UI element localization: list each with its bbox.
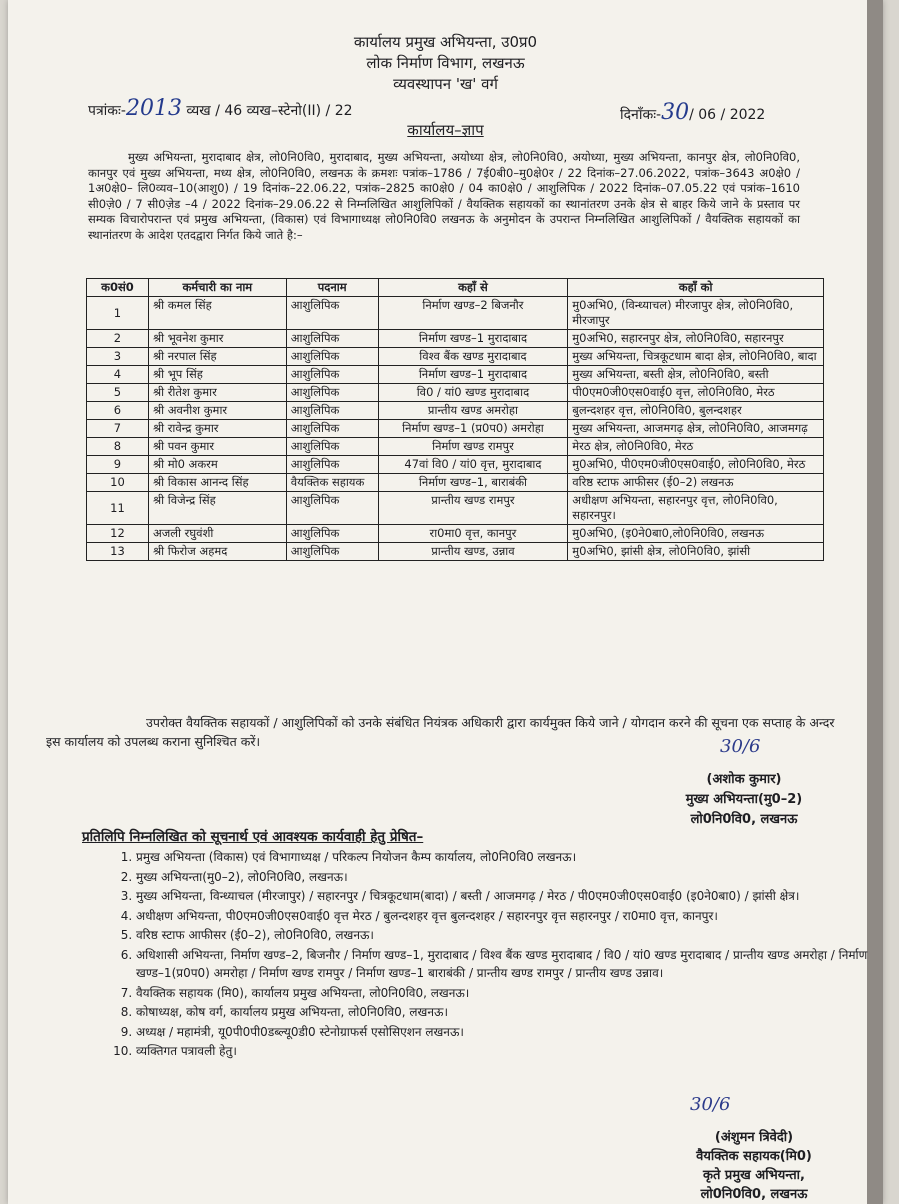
to-cell: मुख्य अभियन्ता, आजमगढ़ क्षेत्र, लो0नि0वि0, आजमगढ़	[568, 420, 824, 438]
employee-name-cell: श्री नरपाल सिंह	[148, 348, 286, 366]
employee-name-cell: श्री विजेन्द्र सिंह	[148, 492, 286, 525]
table-body	[87, 297, 824, 561]
copy-to-item: 8. कोषाध्यक्ष, कोष वर्ग, कार्यालय प्रमुख अभियन्ता, लो0नि0वि0, लखनऊ।	[136, 1003, 872, 1022]
from-cell: निर्माण खण्ड–1 (प्र0प0) अमरोहा	[378, 420, 568, 438]
copy-to-item: 6. अधिशासी अभियन्ता, निर्माण खण्ड–2, बिजनौर / निर्माण खण्ड–1, मुरादाबाद / विश्व बैंक खण्ड मुरादाबाद / वि0 / यां0 खण्ड मुरादाबाद / प्रान्तीय खण्ड अमरोहा / निर्माण खण्ड–1(प्र0प0) अमरोहा / निर्माण खण्ड रामपुर / निर्माण खण्ड–1 बाराबंकी / प्रान्तीय खण्ड रामपुर / प्रान्तीय खण्ड उन्नाव।	[136, 946, 872, 983]
employee-name-cell: श्री कमल सिंह	[148, 297, 286, 330]
copy-to-item: 5. वरिष्ठ स्टाफ आफीसर (ई0–2), लो0नि0वि0, लखनऊ।	[136, 926, 872, 945]
document-page	[8, 0, 883, 1204]
copy-to-item: 7. वैयक्तिक सहायक (मि0), कार्यालय प्रमुख अभियन्ता, लो0नि0वि0, लखनऊ।	[136, 984, 872, 1003]
employee-name-cell: श्री रावेन्द्र कुमार	[148, 420, 286, 438]
designation-cell: आशुलिपिक	[286, 402, 378, 420]
signatory-1	[634, 770, 854, 830]
col-header: कहाँ को	[568, 279, 824, 297]
to-cell: मुख्य अभियन्ता, बस्ती क्षेत्र, लो0नि0वि0, बस्ती	[568, 366, 824, 384]
employee-name-cell: श्री भूवनेश कुमार	[148, 330, 286, 348]
copy-to-item: 10. व्यक्तिगत पत्रावली हेतु।	[136, 1042, 872, 1061]
signatory-2-name: (अंशुमन त्रिवेदी)	[714, 1130, 794, 1145]
table-row	[87, 492, 824, 525]
from-cell: प्रान्तीय खण्ड, उन्नाव	[378, 543, 568, 561]
serial-cell: 7	[87, 420, 149, 438]
to-cell: मु0अभि0, पी0एम0जी0एस0वाई0, लो0नि0वि0, मेरठ	[568, 456, 824, 474]
serial-cell: 3	[87, 348, 149, 366]
serial-cell: 9	[87, 456, 149, 474]
col-header: कर्मचारी का नाम	[148, 279, 286, 297]
to-cell: मु0अभि0, (इ0ने0बा0,लो0नि0वि0, लखनऊ	[568, 525, 824, 543]
signatory-2-office: लो0नि0वि0, लखनऊ	[700, 1187, 808, 1202]
designation-cell: आशुलिपिक	[286, 420, 378, 438]
col-header: पदनाम	[286, 279, 378, 297]
designation-cell: आशुलिपिक	[286, 330, 378, 348]
designation-cell: आशुलिपिक	[286, 366, 378, 384]
designation-cell: आशुलिपिक	[286, 384, 378, 402]
serial-cell: 4	[87, 366, 149, 384]
copy-to-heading: प्रतिलिपि निम्नलिखित को सूचनार्थ एवं आवश्यक कार्यवाही हेतु प्रेषित–	[82, 829, 424, 845]
from-cell: 47वां वि0 / यां0 वृत्त, मुरादाबाद	[378, 456, 568, 474]
signatory-2	[644, 1128, 864, 1204]
table-row	[87, 420, 824, 438]
header-line-3: व्यवस्थापन 'ख' वर्ग	[393, 75, 498, 93]
table-row	[87, 456, 824, 474]
to-cell: मु0अभि0, झांसी क्षेत्र, लो0नि0वि0, झांसी	[568, 543, 824, 561]
intro-paragraph: मुख्य अभियन्ता, मुरादाबाद क्षेत्र, लो0नि0वि0, मुरादाबाद, मुख्य अभियन्ता, अयोध्या क्षेत्र, लो0नि0वि0, अयोध्या, मुख्य अभियन्ता, कानपुर क्षेत्र, लो0नि0वि0, कानपुर एवं मुख्य अभियन्ता, मध्य क्षेत्र, लो0नि0वि0, लखनऊ के क्रमशः पत्रांक–1786 / 7ई0बी0–मु0क्षे0र / 22 दिनांक–27.06.2022, पत्रांक–3643 अ0क्षे0 / 1अ0क्षे0– लि0व्यव–10(आशु0) / 19 दिनांक–22.06.22, पत्रांक–2825 का0क्षे0 / 04 का0क्षे0 / आशुलिपिक / 2022 दिनांक–07.05.22 एवं पत्रांक–1610 सी0ज़े0 / 7 सी0ज़ेड –4 / 2022 दिनांक–29.06.22 से निम्नलिखित आशुलिपिकों / वैयक्तिक सहायकों का स्थानांतरण उनके क्षेत्र से बाहर किये जाने के प्रस्ताव पर सम्यक विचारोपरान्त एवं प्रमुख अभियन्ता, (विकास) एवं विभागाध्यक्ष लो0नि0वि0 लखनऊ के अनुमोदन के उपरान्त निम्नलिखित आशुलिपिकों / वैयक्तिक सहायकों का स्थानांतरण के आदेश एतदद्वारा निर्गत किये जाते है:–	[88, 150, 800, 242]
serial-cell: 13	[87, 543, 149, 561]
to-cell: बुलन्दशहर वृत्त, लो0नि0वि0, बुलन्दशहर	[568, 402, 824, 420]
from-cell: विश्व बैंक खण्ड मुरादाबाद	[378, 348, 568, 366]
copy-to-item: 9. अध्यक्ष / महामंत्री, यू0पी0पी0डब्ल्यू0डी0 स्टेनोग्राफर्स एसोसिएशन लखनऊ।	[136, 1023, 872, 1042]
employee-name-cell: श्री रीतेश कुमार	[148, 384, 286, 402]
table-row	[87, 543, 824, 561]
serial-cell: 2	[87, 330, 149, 348]
letter-number	[88, 96, 353, 121]
from-cell: निर्माण खण्ड–1 मुरादाबाद	[378, 330, 568, 348]
designation-cell: वैयक्तिक सहायक	[286, 474, 378, 492]
copy-to-item: 3. मुख्य अभियन्ता, विन्ध्याचल (मीरजापुर) / सहारनपुर / चित्रकूटधाम(बादा) / बस्ती / आजमगढ़ / मेरठ / पी0एम0जी0एस0वाई0 (इ0ने0बा0) / झांसी क्षेत्र।	[136, 887, 872, 906]
handwritten-letter-number: 2013	[125, 96, 182, 121]
table-row	[87, 348, 824, 366]
employee-name-cell: श्री अवनीश कुमार	[148, 402, 286, 420]
to-cell: पी0एम0जी0एस0वाई0 वृत्त, लो0नि0वि0, मेरठ	[568, 384, 824, 402]
to-cell: अधीक्षण अभियन्ता, सहारनपुर वृत्त, लो0नि0वि0, सहारनपुर।	[568, 492, 824, 525]
signature-scribble: 30/6	[690, 1094, 731, 1115]
col-header: क0सं0	[87, 279, 149, 297]
from-cell: रा0मा0 वृत्त, कानपुर	[378, 525, 568, 543]
table-row	[87, 297, 824, 330]
to-cell: मेरठ क्षेत्र, लो0नि0वि0, मेरठ	[568, 438, 824, 456]
instruction-paragraph: उपरोक्त वैयक्तिक सहायकों / आशुलिपिकों को उनके संबंधित नियंत्रक अधिकारी द्वारा कार्यमुक्त किये जाने / योगदान करने की सूचना एक सप्ताह के अन्दर इस कार्यालय को उपलब्ध कराना सुनिश्चित करें।	[46, 715, 835, 749]
letter-reference: व्यख / 46 व्यख–स्टेनो(II) / 22	[181, 103, 353, 119]
transfer-table	[86, 278, 824, 561]
table-row	[87, 474, 824, 492]
signatory-2-line3: कृते प्रमुख अभियन्ता,	[703, 1168, 805, 1183]
employee-name-cell: अजली रघुवंशी	[148, 525, 286, 543]
to-cell: वरिष्ठ स्टाफ आफीसर (ई0–2) लखनऊ	[568, 474, 824, 492]
table-row	[87, 384, 824, 402]
serial-cell: 12	[87, 525, 149, 543]
table-row	[87, 366, 824, 384]
date-rest: / 06 / 2022	[689, 107, 766, 123]
from-cell: वि0 / यां0 खण्ड मुरादाबाद	[378, 384, 568, 402]
table-row	[87, 402, 824, 420]
employee-name-cell: श्री पवन कुमार	[148, 438, 286, 456]
serial-cell: 5	[87, 384, 149, 402]
signatory-2-designation: वैयक्तिक सहायक(मि0)	[696, 1149, 812, 1164]
signature-2	[690, 1094, 730, 1115]
employee-name-cell: श्री मो0 अकरम	[148, 456, 286, 474]
from-cell: प्रान्तीय खण्ड रामपुर	[378, 492, 568, 525]
serial-cell: 1	[87, 297, 149, 330]
signature-scribble: 30/6	[720, 736, 761, 757]
serial-cell: 8	[87, 438, 149, 456]
signatory-1-designation: मुख्य अभियन्ता(मु0–2)	[685, 792, 803, 807]
to-cell: मुख्य अभियन्ता, चित्रकूटधाम बादा क्षेत्र, लो0नि0वि0, बादा	[568, 348, 824, 366]
handwritten-date-day: 30	[661, 100, 690, 125]
table-row	[87, 330, 824, 348]
employee-name-cell: श्री भूप सिंह	[148, 366, 286, 384]
designation-cell: आशुलिपिक	[286, 543, 378, 561]
from-cell: निर्माण खण्ड–2 बिजनौर	[378, 297, 568, 330]
designation-cell: आशुलिपिक	[286, 438, 378, 456]
office-header	[8, 32, 883, 95]
designation-cell: आशुलिपिक	[286, 525, 378, 543]
from-cell: प्रान्तीय खण्ड अमरोहा	[378, 402, 568, 420]
designation-cell: आशुलिपिक	[286, 456, 378, 474]
signature-1	[720, 736, 760, 757]
copy-to-list	[104, 848, 872, 1062]
employee-name-cell: श्री फिरोज अहमद	[148, 543, 286, 561]
col-header: कहाँ से	[378, 279, 568, 297]
serial-cell: 10	[87, 474, 149, 492]
signatory-1-name: (अशोक कुमार)	[706, 772, 782, 787]
to-cell: मु0अभि0, (विन्ध्याचल) मीरजापुर क्षेत्र, लो0नि0वि0, मीरजापुर	[568, 297, 824, 330]
designation-cell: आशुलिपिक	[286, 297, 378, 330]
table-row	[87, 438, 824, 456]
copy-to-item: 2. मुख्य अभियन्ता(मु0–2), लो0नि0वि0, लखनऊ।	[136, 868, 872, 887]
serial-cell: 6	[87, 402, 149, 420]
from-cell: निर्माण खण्ड–1, बाराबंकी	[378, 474, 568, 492]
date-label: दिनाँकः-	[620, 107, 662, 123]
copy-to-item: 4. अधीक्षण अभियन्ता, पी0एम0जी0एस0वाई0 वृत्त मेरठ / बुलन्दशहर वृत्त बुलन्दशहर / सहारनपुर वृत्त सहारनपुर / रा0मा0 वृत्त, कानपुर।	[136, 907, 872, 926]
copy-to-item: 1. प्रमुख अभियन्ता (विकास) एवं विभागाध्यक्ष / परिकल्प नियोजन कैम्प कार्यालय, लो0नि0वि0 लखनऊ।	[136, 848, 872, 867]
header-line-2: लोक निर्माण विभाग, लखनऊ	[366, 54, 525, 72]
to-cell: मु0अभि0, सहारनपुर क्षेत्र, लो0नि0वि0, सहारनपुर	[568, 330, 824, 348]
header-line-1: कार्यालय प्रमुख अभियन्ता, उ0प्र0	[353, 33, 538, 51]
from-cell: निर्माण खण्ड–1 मुरादाबाद	[378, 366, 568, 384]
serial-cell: 11	[87, 492, 149, 525]
table-header-row	[87, 279, 824, 297]
letter-prefix: पत्रांकः-	[88, 103, 126, 119]
designation-cell: आशुलिपिक	[286, 492, 378, 525]
memo-title: कार्यालय–ज्ञाप	[407, 121, 484, 139]
employee-name-cell: श्री विकास आनन्द सिंह	[148, 474, 286, 492]
signatory-1-office: लो0नि0वि0, लखनऊ	[690, 812, 798, 827]
from-cell: निर्माण खण्ड रामपुर	[378, 438, 568, 456]
table-row	[87, 525, 824, 543]
designation-cell: आशुलिपिक	[286, 348, 378, 366]
